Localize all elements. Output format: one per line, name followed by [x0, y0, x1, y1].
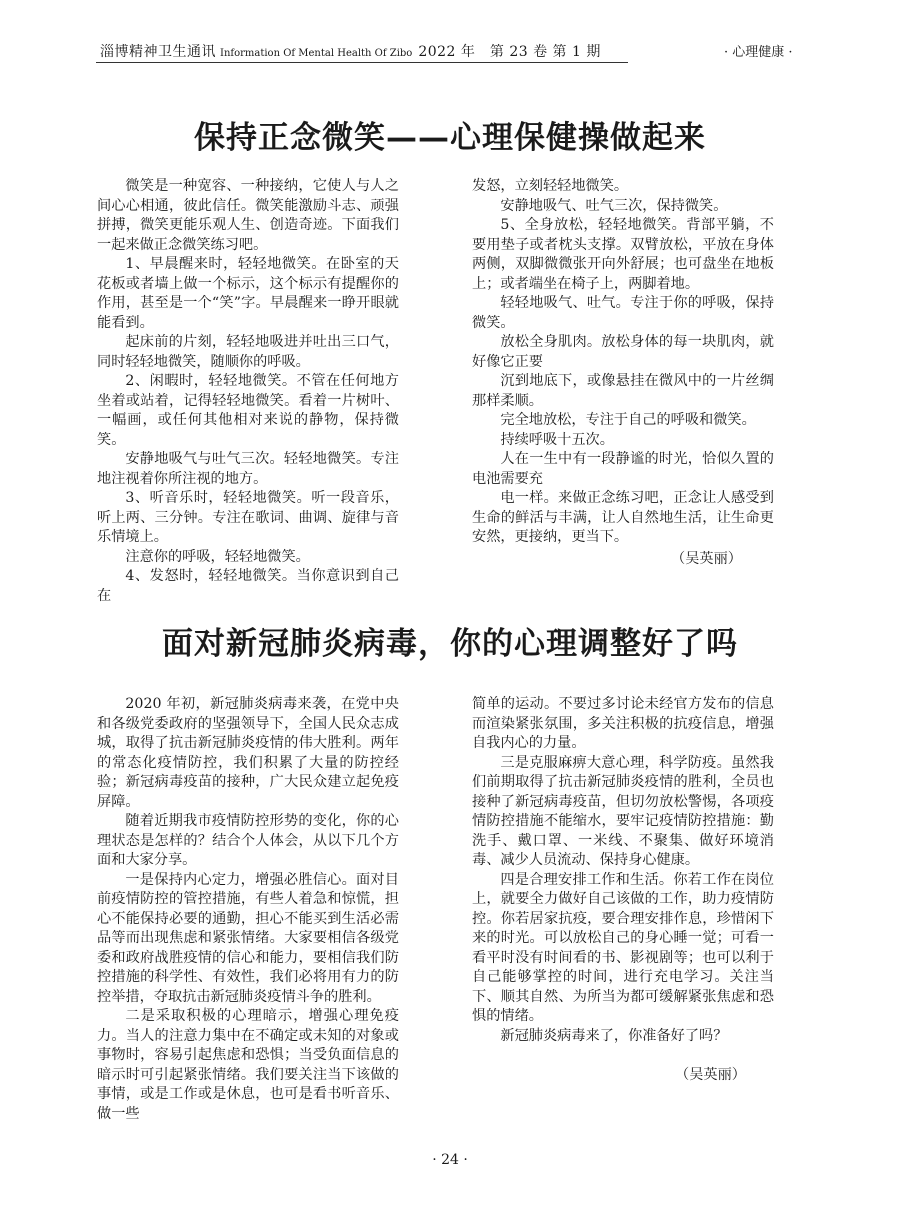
article1-right-column [472, 177, 774, 569]
paragraph: 注意你的呼吸，轻轻地微笑。 [125, 548, 310, 565]
article2-right-column [472, 695, 774, 1086]
article1-left-column [97, 177, 399, 606]
paragraph: 5、全身放松，轻轻地微笑。背部平躺，不要用垫子或者枕头支撑。双臂放松，平放在身体两侧，双脚微微张开向外舒展；也可盘坐在地板上；或者端坐在椅子上，两脚着地。 [472, 217, 774, 292]
journal-name-en: Information Of Mental Health Of Zibo [220, 48, 413, 59]
article1-author: （吴英丽） [671, 550, 742, 567]
page-header [96, 38, 628, 63]
paragraph: 二是采取积极的心理暗示，增强心理免疫力。当人的注意力集中在不确定或未知的对象或事物时，容易引起焦虑和恐惧；当受负面信息的暗示时可引起紧张情绪。我们要关注当下该做的事情，或是工作或是休息，也可是看书听音乐、做一些 [97, 1008, 399, 1122]
journal-info [100, 41, 601, 61]
paragraph: 轻轻地吸气、吐气。专注于你的呼吸，保持微笑。 [472, 295, 774, 331]
journal-name-cn: 淄博精神卫生通讯 [100, 44, 216, 60]
page-number: · 24 · [432, 1152, 468, 1168]
article2-title: 面对新冠肺炎病毒，你的心理调整好了吗 [162, 626, 738, 662]
paragraph-continued: 简单的运动。不要过多讨论未经官方发布的信息而渲染紧张氛围，多关注积极的抗疫信息，增强自我内心的力量。 [472, 696, 774, 751]
paragraph: 持续呼吸十五次。 [500, 431, 614, 448]
article1-title: 保持正念微笑——心理保健操做起来 [194, 120, 706, 156]
paragraph: 3、听音乐时，轻轻地微笑。听一段音乐，听上两、三分钟。专注在歌词、曲调、旋律与音乐情境上。 [97, 490, 399, 545]
paragraph: 1、早晨醒来时，轻轻地微笑。在卧室的天花板或者墙上做一个标示，这个标示有提醒你的作用，甚至是一个“笑”字。早晨醒来一睁开眼就能看到。 [97, 256, 399, 331]
paragraph: 人在一生中有一段静谧的时光，恰似久置的电池需要充 [472, 451, 774, 487]
paragraph: 2020 年初，新冠肺炎病毒来袭，在党中央和各级党委政府的坚强领导下，全国人民众志成城，取得了抗击新冠肺炎疫情的伟大胜利。两年的常态化疫情防控，我们积累了大量的防控经验；新冠病毒疫苗的接种，广大民众建立起免疫屏障。 [97, 696, 399, 810]
paragraph: 4、发怒时，轻轻地微笑。当你意识到自己在 [97, 568, 399, 604]
paragraph: 电一样。来做正念练习吧，正念让人感受到生命的鲜活与丰满，让人自然地生活，让生命更安然，更接纳，更当下。 [472, 490, 774, 545]
paragraph: 新冠肺炎病毒来了，你准备好了吗？ [500, 1027, 728, 1044]
paragraph: 沉到地底下，或像悬挂在微风中的一片丝绸那样柔顺。 [472, 373, 774, 409]
paragraph: 一是保持内心定力，增强必胜信心。面对目前疫情防控的管控措施，有些人着急和惊慌，担心不能保持必要的通勤，担心不能买到生活必需品等而出现焦虑和紧张情绪。大家要相信各级党委和政府战胜疫情的信心和能力，要相信我们防控措施的科学性、有效性，我们必将用有力的防控举措，夺取抗击新冠肺炎疫情斗争的胜利。 [97, 871, 399, 1005]
article2-author: （吴英丽） [675, 1067, 746, 1083]
paragraph: 微笑是一种宽容、一种接纳，它使人与人之间心心相通，彼此信任。微笑能激励斗志、顽强拼搏，微笑更能乐观人生、创造奇迹。下面我们一起来做正念微笑练习吧。 [97, 178, 399, 253]
paragraph: 放松全身肌肉。放松身体的每一块肌肉，就好像它正要 [472, 334, 774, 370]
paragraph: 安静地吸气、吐气三次，保持微笑。 [500, 197, 728, 214]
paragraph: 起床前的片刻，轻轻地吸进并吐出三口气，同时轻轻地微笑，随顺你的呼吸。 [97, 334, 399, 370]
paragraph: 四是合理安排工作和生活。你若工作在岗位上，就要全力做好自己该做的工作，助力疫情防控。你若居家抗疫，要合理安排作息，珍惜闲下来的时光。可以放松自己的身心睡一觉；可看一看平时没有时间看的书、影视剧等；也可以利于自己能够掌控的时间，进行充电学习。关注当下、顺其自然、为所当为都可缓解紧张焦虑和恐惧的情绪。 [472, 871, 774, 1024]
section-label: · 心理健康 · [724, 45, 793, 60]
paragraph: 完全地放松，专注于自己的呼吸和微笑。 [500, 412, 756, 428]
paragraph-continued: 发怒，立刻轻轻地微笑。 [472, 178, 629, 194]
paragraph: 2、闲暇时，轻轻地微笑。不管在任何地方坐着或站着，记得轻轻地微笑。看着一片树叶、一幅画，或任何其他相对来说的静物，保持微笑。 [97, 373, 399, 448]
article2-left-column [97, 695, 399, 1124]
issue-info: 2022 年 第 23 卷 第 1 期 [418, 44, 601, 60]
paragraph: 随着近期我市疫情防控形势的变化，你的心理状态是怎样的？结合个人体会，从以下几个方面和大家分享。 [97, 813, 399, 868]
paragraph: 安静地吸气与吐气三次。轻轻地微笑。专注地注视着你所注视的地方。 [97, 451, 399, 487]
paragraph: 三是克服麻痹大意心理，科学防疫。虽然我们前期取得了抗击新冠肺炎疫情的胜利，全员也接种了新冠病毒疫苗，但切勿放松警惕，各项疫情防控措施不能缩水，要牢记疫情防控措施：勤洗手、戴口罩、一米线、不聚集、做好环境消毒、减少人员流动、保持身心健康。 [472, 754, 774, 868]
